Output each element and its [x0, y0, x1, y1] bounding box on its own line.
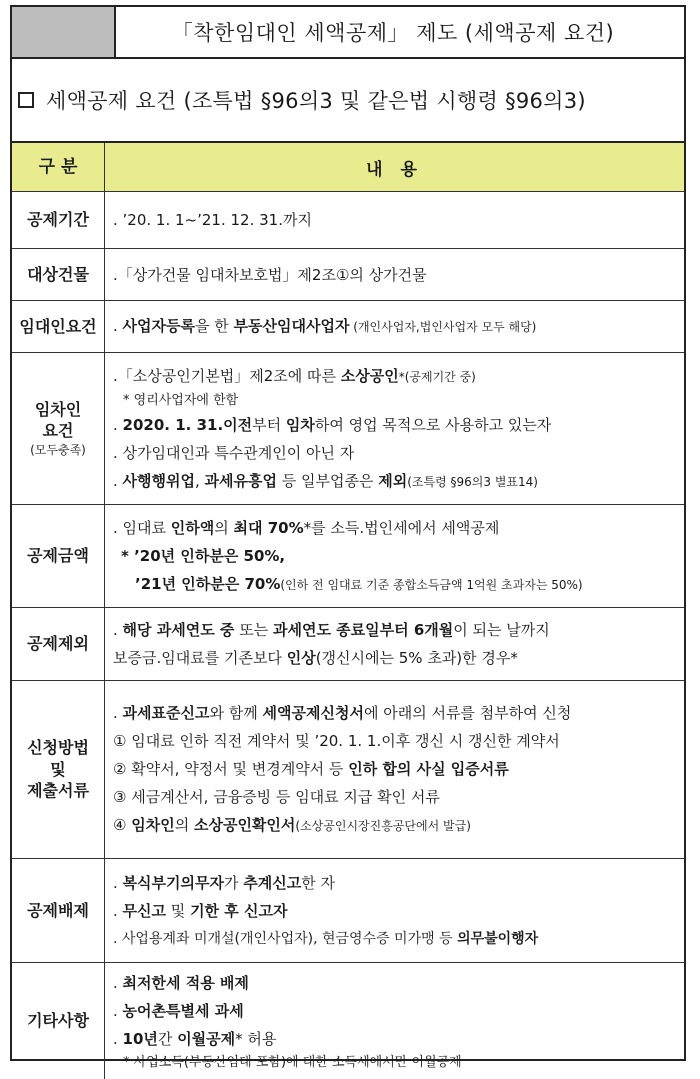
row-target-label: 대상건물: [12, 249, 105, 301]
exclusion-line-2: [113, 644, 676, 672]
text-bold: 기한 후 신고자: [190, 902, 287, 920]
label-sub: (모두충족): [12, 442, 104, 458]
text: . 임대료: [113, 519, 171, 537]
row-period-label: 공제기간: [12, 192, 105, 249]
text: ④: [113, 816, 131, 834]
text-bold: 과세연도 종료일부터 6개월: [273, 621, 453, 639]
text-bold: 임차: [286, 416, 315, 434]
amount-line-2: [113, 542, 676, 570]
text-small: (조특령 §96의3 별표14): [407, 475, 538, 489]
row-period: [12, 192, 684, 249]
label-line: 제출서류: [27, 781, 89, 800]
row-exclusion: [12, 608, 684, 681]
row-deny-content: [105, 859, 685, 963]
text-small: *(공제기간 중): [399, 370, 476, 384]
text: *를 소득.법인세에서 세액공제: [304, 519, 500, 537]
text-bold: 부동산임대사업자: [234, 317, 350, 335]
text-bold: ’21년 인하분은: [135, 575, 244, 593]
text: 및: [166, 902, 190, 920]
text-bold: 사업자등록: [123, 317, 195, 335]
text: 간: [158, 1030, 177, 1048]
text: .: [113, 874, 123, 892]
text-small: (소상공인시장진흥공단에서 발급): [295, 819, 470, 833]
row-period-line: . ’20. 1. 1~’21. 12. 31.까지: [113, 206, 676, 234]
table-header-row: [12, 143, 684, 192]
other-line-3: [113, 1025, 676, 1053]
row-lessor-line: [113, 312, 676, 341]
text-bold: 추계신고: [243, 874, 301, 892]
row-target-line: .「상가건물 임대차보호법」제2조①의 상가건물: [113, 261, 676, 289]
row-other-content: [105, 963, 685, 1079]
other-line-1: [113, 969, 676, 997]
row-amount-label: 공제금액: [12, 505, 105, 608]
text-bold: * ’20년 인하분은 50%,: [121, 547, 285, 565]
text-bold: 70%: [244, 575, 280, 593]
row-amount: [12, 505, 684, 608]
row-other: [12, 963, 684, 1079]
lessee-line-5: [113, 467, 676, 496]
text: 하여 영업 목적으로 사용하고 있는자: [315, 416, 551, 434]
label-line: 및: [50, 760, 65, 779]
text: 이 되는 날까지: [453, 621, 549, 639]
row-other-label: 기타사항: [12, 963, 105, 1079]
section-heading: [12, 59, 684, 143]
row-apply-content: [105, 681, 685, 859]
row-lessee: [12, 353, 684, 505]
lessee-line-4: . 상가임대인과 특수관계인이 아닌 자: [113, 439, 676, 467]
amount-line-1: [113, 514, 676, 542]
text: .: [113, 416, 123, 434]
title-bar: [12, 7, 684, 59]
other-line-4: * 사업소득(부동산임대 포함)에 대한 소득세에서만 이월공제: [113, 1053, 676, 1073]
lessee-line-1: [113, 362, 676, 391]
lessee-line-3: [113, 411, 676, 439]
label-line: 임차인: [35, 400, 81, 419]
deny-line-1: [113, 869, 676, 897]
text: .: [113, 317, 123, 335]
text-bold: 제외: [378, 472, 407, 490]
apply-line-3: [113, 755, 676, 783]
row-deny: [12, 859, 684, 963]
lessee-line-2: * 영리사업자에 한함: [113, 391, 676, 411]
text-bold: 과세유흥업: [205, 472, 277, 490]
text-bold: 농어촌특별세 과세: [123, 1002, 244, 1020]
text-small: (인하 전 임대료 기준 종합소득금액 1억원 초과자는 50%): [280, 578, 582, 592]
text-bold: 10년: [123, 1030, 158, 1048]
text-bold: 소상공인: [341, 367, 399, 385]
other-line-2: [113, 997, 676, 1025]
text-bold: 이월공제: [177, 1030, 235, 1048]
text: .: [113, 1002, 123, 1020]
text-bold: 복식부기의무자: [123, 874, 224, 892]
text-bold: 의무불이행자: [457, 931, 538, 947]
row-lessee-label: [12, 353, 105, 505]
text: .: [113, 621, 123, 639]
text: .: [113, 902, 123, 920]
apply-line-2: ① 임대료 인하 직전 계약서 및 ’20. 1. 1.이후 갱신 시 갱신한 계약서: [113, 727, 676, 755]
text: .: [113, 472, 123, 490]
text-bold: 인하액: [171, 519, 214, 537]
text: 을 한: [195, 317, 234, 335]
amount-line-3: [113, 570, 676, 599]
row-exclusion-content: [105, 608, 685, 681]
text-bold: 인상: [287, 649, 316, 667]
text: 또는: [234, 621, 273, 639]
label-line: 요건: [43, 421, 74, 440]
text: .: [113, 704, 123, 722]
text: 의: [214, 519, 233, 537]
text-small: (개인사업자,법인사업자 모두 해당): [349, 320, 536, 334]
document-frame: [10, 5, 686, 1061]
row-target: [12, 249, 684, 301]
text: .「소상공인기본법」제2조에 따른: [113, 367, 341, 385]
text: 부터: [252, 416, 286, 434]
section-heading-text: 세액공제 요건 (조특법 §96의3 및 같은법 시행령 §96의3): [46, 85, 586, 115]
row-lessee-content: [105, 353, 685, 505]
text: 보증금.임대료를 기존보다: [113, 649, 287, 667]
title-tab: [12, 7, 116, 57]
row-exclusion-label: 공제제외: [12, 608, 105, 681]
exclusion-line-1: [113, 616, 676, 644]
text: .: [113, 974, 123, 992]
apply-line-4: ③ 세금계산서, 금융증빙 등 임대료 지급 확인 서류: [113, 783, 676, 811]
requirements-table: [12, 143, 684, 1079]
text-bold: 세액공제신청서: [263, 704, 364, 722]
label-line: 신청방법: [27, 738, 89, 757]
text-bold: 소상공인확인서: [194, 816, 295, 834]
row-lessor: [12, 301, 684, 353]
text: 의: [175, 816, 194, 834]
text-bold: 임차인: [131, 816, 174, 834]
text-bold: 인하 합의 사실 입증서류: [348, 760, 509, 778]
deny-line-2: [113, 897, 676, 925]
deny-line-3: [113, 925, 676, 953]
row-period-content: [105, 192, 685, 249]
row-apply-label: [12, 681, 105, 859]
row-lessor-content: [105, 301, 685, 353]
text: ② 확약서, 약정서 및 변경계약서 등: [113, 760, 348, 778]
text-bold: 무신고: [123, 902, 166, 920]
text: 와 함께: [210, 704, 263, 722]
text-bold: 과세표준신고: [123, 704, 210, 722]
apply-line-1: [113, 699, 676, 727]
text: 한 자: [301, 874, 335, 892]
text-bold: 최대 70%: [234, 519, 304, 537]
row-lessor-label: 임대인요건: [12, 301, 105, 353]
row-apply: [12, 681, 684, 859]
row-target-content: [105, 249, 685, 301]
header-category: 구 분: [12, 143, 105, 192]
header-content: 내 용: [105, 143, 685, 192]
text: (갱신시에는 5% 초과)한 경우*: [316, 649, 518, 667]
text-bold: 사행행위업: [123, 472, 195, 490]
checkbox-square-icon: [18, 92, 34, 108]
text-bold: 2020. 1. 31.이전: [123, 416, 253, 434]
row-amount-content: [105, 505, 685, 608]
text: 등 일부업종은: [277, 472, 378, 490]
text: .: [113, 1030, 123, 1048]
page-title: 「착한임대인 세액공제」 제도 (세액공제 요건): [116, 7, 684, 57]
text-bold: 최저한세 적용 배제: [123, 974, 249, 992]
apply-line-5: [113, 811, 676, 840]
text: 에 아래의 서류를 첨부하여 신청: [364, 704, 571, 722]
text: ,: [195, 472, 205, 490]
text: . 사업용계좌 미개설(개인사업자), 현금영수증 미가맹 등: [113, 931, 457, 947]
text-bold: 해당 과세연도 중: [123, 621, 235, 639]
text: 가: [224, 874, 243, 892]
row-deny-label: 공제배제: [12, 859, 105, 963]
text: * 허용: [235, 1030, 276, 1048]
